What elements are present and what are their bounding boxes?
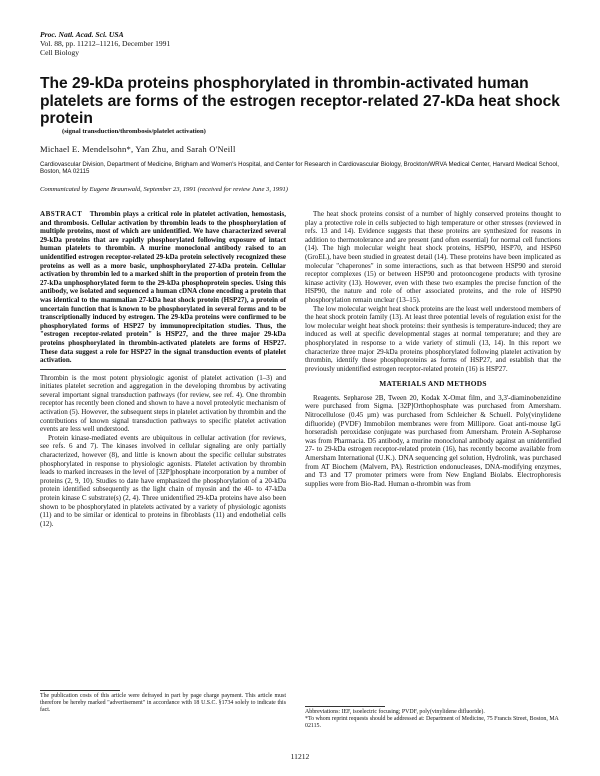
body-paragraph: The heat shock proteins consist of a number of highly conserved proteins thought to play a protective role in cells subjected to high temperature or other stresses (reviewed in refs. 13 and 14). Evidence suggests that these proteins are synthesized for reasons in addition to thermotolerance and are present (and often essential) for normal cell functions (14). The high molecular weight heat shock proteins, HSP90, HSP70, and HSP60 (GroEL), have been studied in greatest detail (14). These proteins have been implicated as molecular "chaperones" in some interactions, such as that between HSP90 and steroid receptor complexes (15) or between HSP90 and protooncogene products with tyrosine kinase activity (13). However, even with these two examples the precise function of the HSP90, the nature and role of other associated proteins, and the role of HSP90 phosphorylation remain unclear (13–15). [305,210,561,304]
methods-paragraph: Reagents. Sepharose 2B, Tween 20, Kodak X-Omat film, and 3,3'-diaminobenzidine were purchased from Sigma. [32P]Orthophosphate was purchased from Amersham. Nitrocellulose (0.45 µm) was purchased from Schleicher & Schuell. Poly(vinylidene difluoride) (PVDF) Immobilon membranes were from Millipore. Goat anti-mouse IgG horseradish peroxidase conjugate was purchased from Amersham. Protein A-Sepharose was from Pharmacia. D5 antibody, a murine monoclonal antibody against an unidentified 27- to 29-kDa estrogen receptor-related protein (16), has recently become available from Amersham International (U.K.). DNA sequencing gel solution, Hydrolink, was purchased from AT Biochem (Malvern, PA). Restriction endonucleases, DNA-modifying enzymes, and T3 and T7 promoter primers were from New England Biolabs. Electrophoresis supplies were from Bio-Rad. Human α-thrombin was from [305,393,561,488]
body-paragraph: The low molecular weight heat shock proteins are the least well understood members of the heat shock protein family (13). At least three potential levels of regulation exist for the low molecular weight heat shock proteins: their synthesis is temperature-induced; they are induced as well at specific developmental stages at normal temperature; and they are phosphorylated in response to a wide variety of stimuli (13, 14). In this report we characterize three major 29-kDa proteins phosphorylated following platelet activation by thrombin, identify these phosphoproteins as forms of HSP27, and establish that the previously unidentified estrogen receptor-related protein (16) is HSP27. [305,304,561,373]
footnote-rule [305,706,385,707]
journal-section: Cell Biology [40,48,80,57]
reprint-text: *To whom reprint requests should be addressed at: Department of Medicine, 75 Francis Street, Boston, MA 02115. [305,715,559,729]
intro-paragraph: Protein kinase-mediated events are ubiquitous in cellular activation (for reviews, see refs. 6 and 7). The kinases involved in cellular signaling are only partially characterized, however (8), and little is known about the specific cellular substrates phosphorylated in response to physiologic agonists. Platelet activation by thrombin leads to marked increases in the level of [32P]phosphate incorporation by a number of proteins (2, 9, 10). Studies to date have emphasized the phosphorylation of a 20-kDa protein identified subsequently as the light chain of myosin and the 40- to 47-kDa protein kinase C substrate(s) (2, 4). Three unidentified 29-kDa proteins have also been shown to be phosphorylated in platelets activated by a variety of physiologic agonists (11) and to be similar or identical to proteins in fibroblasts (11) and endothelial cells (12). [40,433,286,528]
page-number: 11212 [290,752,310,761]
footnote-rule [40,690,120,691]
abbreviations-footnote [305,706,561,729]
publication-costs-footnote [40,690,286,713]
affiliation: Cardiovascular Division, Department of Medicine, Brigham and Women's Hospital, and Center for Research in Cardiovascular Biology, Brockton/WRVA Medical Center, Harvard Medical School, Boston, MA 02115 [40,161,559,176]
section-heading: MATERIALS AND METHODS [379,379,487,389]
authors: Michael E. Mendelsohn*, Yan Zhu, and Sarah O'Neill [40,144,236,154]
journal-header [40,30,170,57]
journal-volume: Vol. 88, pp. 11212–11216, December 1991 [40,39,171,48]
abstract [40,210,286,365]
abstract-text: Thrombin plays a critical role in platelet activation, hemostasis, and thrombosis. Cellular activation by thrombin leads to the phosphorylation of multiple proteins, most of which are unidentified. We have characterized several 29-kDa proteins that are rapidly phosphorylated following exposure of intact human platelets to thrombin. A murine monoclonal antibody raised to an unidentified estrogen receptor-related 29-kDa protein selectively recognized these proteins as well as a more basic, unphosphorylated 27-kDa protein. Cellular activation by thrombin led to a marked shift in the proportion of protein from the 27-kDa unphosphorylated form to the 29-kDa phosphoprotein species. Using this antibody, we isolated and sequenced a human cDNA clone encoding a protein that was identical to the mammalian 27-kDa heat shock protein (HSP27), a protein of uncertain function that is known to be phosphorylated in several forms and to be transcriptionally induced by estrogen. The 29-kDa proteins were confirmed to be phosphorylated forms of HSP27 by immunoprecipitation studies. Thus, the "estrogen receptor-related protein" is HSP27, and the three major 29-kDa proteins phosphorylated in thrombin-activated platelets are forms of HSP27. These data suggest a role for HSP27 in the signal transduction events of platelet activation. [40,210,286,365]
right-column [305,210,561,488]
left-column [40,210,286,528]
communicated-line: Communicated by Eugene Braunwald, September 23, 1991 (received for review June 3, 1991) [40,186,288,193]
intro-paragraph: Thrombin is the most potent physiologic agonist of platelet activation (1–3) and initiates platelet secretion and aggregation in the developing thrombus by activating several important signal transduction pathways (for review, see ref. 4). One thrombin receptor has recently been cloned and shown to have a novel proteolytic mechanism of activation (5). However, the subsequent steps in platelet activation by thrombin and the contributions of known signal transduction pathways to specific platelet activation events are less well understood. [40,373,286,434]
keywords: (signal transduction/thrombosis/platelet activation) [62,128,206,135]
article-title: The 29-kDa proteins phosphorylated in thrombin-activated human platelets are forms of the estrogen receptor-related 27-kDa heat shock protein [40,75,560,127]
abbreviations-text: Abbreviations: IEF, isoelectric focusing; PVDF, poly(vinylidene difluoride). [305,709,485,715]
abstract-divider [40,369,286,370]
journal-name: Proc. Natl. Acad. Sci. USA [40,30,124,39]
abstract-label: ABSTRACT [40,210,83,218]
footnote-text: The publication costs of this article were defrayed in part by page charge payment. This article must therefore be hereby marked "advertisement" in accordance with 18 U.S.C. §1734 solely to indicate this fact. [40,693,286,713]
